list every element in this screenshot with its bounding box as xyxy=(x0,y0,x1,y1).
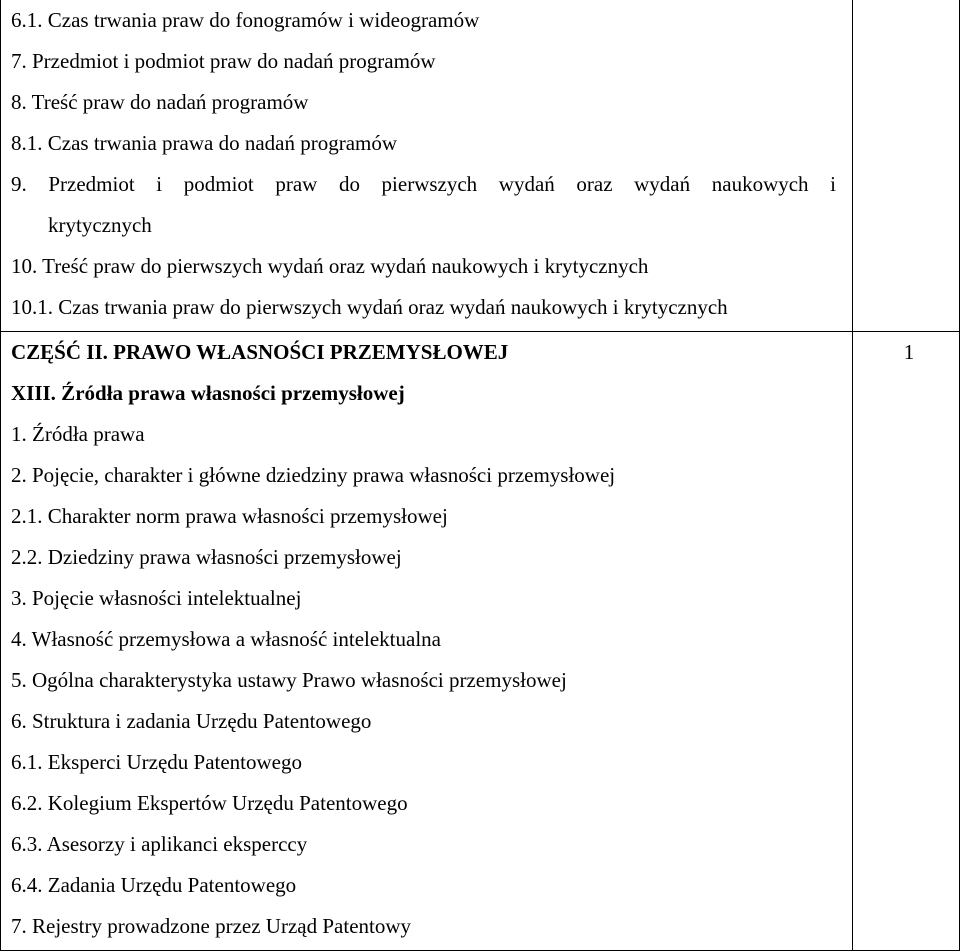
table-row xyxy=(1,332,960,951)
list-item: 3. Pojęcie własności intelektualnej xyxy=(11,586,302,610)
list-item: 2.2. Dziedziny prawa własności przemysłowej xyxy=(11,545,402,569)
list-item: 7. Przedmiot i podmiot praw do nadań programów xyxy=(11,49,436,73)
list-item: 8. Treść praw do nadań programów xyxy=(11,90,309,114)
chapter-heading: XIII. Źródła prawa własności przemysłowej xyxy=(11,381,405,405)
list-item: 2.1. Charakter norm prawa własności przemysłowej xyxy=(11,504,448,528)
table-row xyxy=(1,0,960,332)
hours-value: 1 xyxy=(903,340,915,364)
list-item: 5. Ogólna charakterystyka ustawy Prawo własności przemysłowej xyxy=(11,668,567,692)
list-item: 8.1. Czas trwania prawa do nadań programów xyxy=(11,131,398,155)
part-heading: CZĘŚĆ II. PRAWO WŁASNOŚCI PRZEMYSŁOWEJ xyxy=(11,340,509,364)
list-item: 10.1. Czas trwania praw do pierwszych wydań oraz wydań naukowych i krytycznych xyxy=(11,295,728,319)
list-item: 9. Przedmiot i podmiot praw do pierwszych wydań oraz wydań naukowych i xyxy=(11,172,836,196)
topics-cell xyxy=(1,0,853,332)
list-item: 6. Struktura i zadania Urzędu Patentowego xyxy=(11,709,372,733)
list-item: 6.4. Zadania Urzędu Patentowego xyxy=(11,873,297,897)
hours-cell xyxy=(853,332,960,951)
list-item-continuation: krytycznych xyxy=(48,213,152,237)
list-item: 6.3. Asesorzy i aplikanci eksperccy xyxy=(11,832,308,856)
list-item: 1. Źródła prawa xyxy=(11,422,145,446)
list-item: 7. Rejestry prowadzone przez Urząd Patentowy xyxy=(11,914,412,938)
list-item: 6.1. Czas trwania praw do fonogramów i wideogramów xyxy=(11,8,480,32)
list-item: 10. Treść praw do pierwszych wydań oraz wydań naukowych i krytycznych xyxy=(11,254,649,278)
list-item: 6.2. Kolegium Ekspertów Urzędu Patentowego xyxy=(11,791,408,815)
list-item: 4. Własność przemysłowa a własność intelektualna xyxy=(11,627,441,651)
list-item: 2. Pojęcie, charakter i główne dziedziny prawa własności przemysłowej xyxy=(11,463,616,487)
hours-cell xyxy=(853,0,960,332)
list-item: 6.1. Eksperci Urzędu Patentowego xyxy=(11,750,302,774)
topics-cell xyxy=(1,332,853,951)
